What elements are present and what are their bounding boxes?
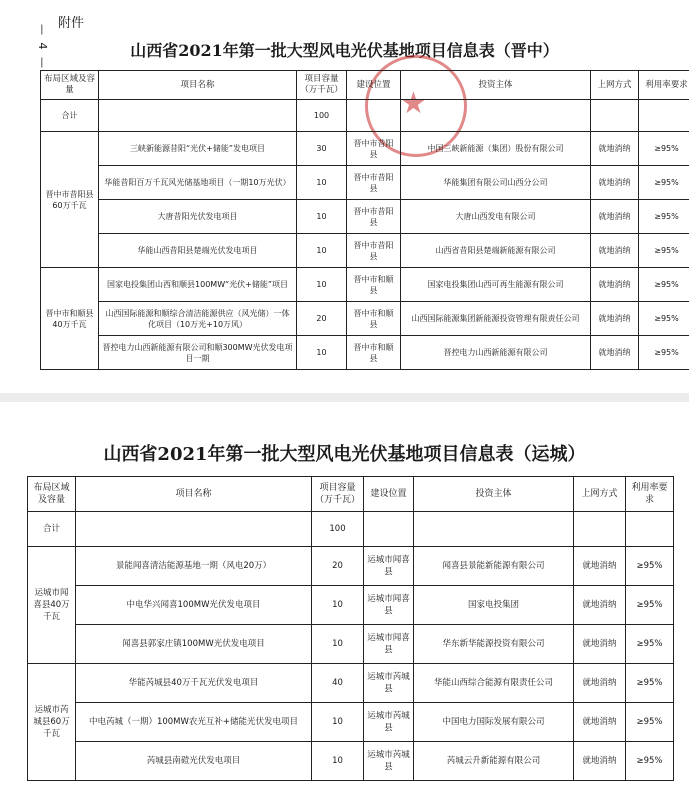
header-capacity: 项目容量（万千瓦） xyxy=(297,71,347,100)
grid-cell: 就地消纳 xyxy=(591,336,639,370)
total-row xyxy=(28,512,674,547)
project-cell: 华能芮城县40万千瓦光伏发电项目 xyxy=(76,664,312,703)
utilization-cell: ≥95% xyxy=(639,200,689,234)
utilization-cell: ≥95% xyxy=(639,234,689,268)
location-cell: 晋中市和顺县 xyxy=(347,302,401,336)
header-region: 布局区域及容量 xyxy=(28,477,76,512)
capacity-cell: 10 xyxy=(297,268,347,302)
location-cell: 运城市芮城县 xyxy=(364,742,414,781)
investor-cell: 华能山西综合能源有限责任公司 xyxy=(414,664,574,703)
location-cell: 晋中市昔阳县 xyxy=(347,200,401,234)
capacity-cell: 10 xyxy=(312,703,364,742)
utilization-cell: ≥95% xyxy=(639,132,689,166)
total-row xyxy=(41,100,689,132)
location-cell: 运城市芮城县 xyxy=(364,703,414,742)
grid-cell: 就地消纳 xyxy=(574,586,626,625)
investor-cell: 华东新华能源投资有限公司 xyxy=(414,625,574,664)
capacity-cell: 20 xyxy=(312,547,364,586)
grid-cell: 就地消纳 xyxy=(574,742,626,781)
utilization-cell: ≥95% xyxy=(639,166,689,200)
header-region: 布局区域及容量 xyxy=(41,71,99,100)
utilization-cell: ≥95% xyxy=(639,336,689,370)
total-capacity: 100 xyxy=(297,100,347,132)
header-location: 建设位置 xyxy=(364,477,414,512)
table-header-row xyxy=(28,477,674,512)
grid-cell: 就地消纳 xyxy=(574,625,626,664)
location-cell: 晋中市昔阳县 xyxy=(347,132,401,166)
table-row xyxy=(41,336,689,370)
project-cell: 华能山西昔阳县楚端光伏发电项目 xyxy=(99,234,297,268)
grid-cell: 就地消纳 xyxy=(591,166,639,200)
investor-cell: 芮城云升新能源有限公司 xyxy=(414,742,574,781)
capacity-cell: 10 xyxy=(297,336,347,370)
project-cell: 国家电投集团山西和顺县100MW“光伏+储能”项目 xyxy=(99,268,297,302)
location-cell: 晋中市昔阳县 xyxy=(347,166,401,200)
table-row xyxy=(41,132,689,166)
investor-cell: 大唐山西发电有限公司 xyxy=(401,200,591,234)
project-cell: 芮城县南磑光伏发电项目 xyxy=(76,742,312,781)
table-row xyxy=(41,166,689,200)
investor-cell: 国家电投集团山西可再生能源有限公司 xyxy=(401,268,591,302)
utilization-cell: ≥95% xyxy=(626,586,674,625)
investor-cell: 山西省昔阳县楚端新能源有限公司 xyxy=(401,234,591,268)
header-investor: 投资主体 xyxy=(414,477,574,512)
table-header-row xyxy=(41,71,689,100)
capacity-cell: 10 xyxy=(312,586,364,625)
project-cell: 大唐昔阳光伏发电项目 xyxy=(99,200,297,234)
investor-cell: 国家电投集团 xyxy=(414,586,574,625)
utilization-cell: ≥95% xyxy=(639,302,689,336)
location-cell: 运城市闻喜县 xyxy=(364,625,414,664)
star-icon: ★ xyxy=(400,86,427,121)
utilization-cell: ≥95% xyxy=(626,664,674,703)
capacity-cell: 10 xyxy=(297,166,347,200)
utilization-cell: ≥95% xyxy=(626,547,674,586)
table-row xyxy=(28,625,674,664)
investor-cell: 华能集团有限公司山西分公司 xyxy=(401,166,591,200)
table-row xyxy=(28,586,674,625)
project-cell: 山西国际能源和顺综合清洁能源供应（风光储）一体化项目（10万光+10万风） xyxy=(99,302,297,336)
header-location: 建设位置 xyxy=(347,71,401,100)
project-cell: 晋控电力山西新能源有限公司和顺300MW光伏发电项目一期 xyxy=(99,336,297,370)
region-cell: 晋中市昔阳县60万千瓦 xyxy=(41,132,99,268)
header-grid: 上网方式 xyxy=(591,71,639,100)
table-row xyxy=(28,742,674,781)
table-row xyxy=(28,664,674,703)
total-label: 合计 xyxy=(41,100,99,132)
table-row xyxy=(41,302,689,336)
project-cell: 景能闻喜清洁能源基地一期（风电20万） xyxy=(76,547,312,586)
region-cell: 运城市芮城县60万千瓦 xyxy=(28,664,76,781)
project-cell: 中电华兴闻喜100MW光伏发电项目 xyxy=(76,586,312,625)
investor-cell: 中国电力国际发展有限公司 xyxy=(414,703,574,742)
location-cell: 晋中市和顺县 xyxy=(347,336,401,370)
utilization-cell: ≥95% xyxy=(626,703,674,742)
header-project: 项目名称 xyxy=(76,477,312,512)
investor-cell: 闻喜县景能新能源有限公司 xyxy=(414,547,574,586)
location-cell: 晋中市昔阳县 xyxy=(347,234,401,268)
capacity-cell: 40 xyxy=(312,664,364,703)
region-cell: 运城市闻喜县40万千瓦 xyxy=(28,547,76,664)
project-cell: 闻喜县郭家庄镇100MW光伏发电项目 xyxy=(76,625,312,664)
utilization-cell: ≥95% xyxy=(626,742,674,781)
header-capacity: 项目容量（万千瓦） xyxy=(312,477,364,512)
grid-cell: 就地消纳 xyxy=(574,547,626,586)
grid-cell: 就地消纳 xyxy=(591,200,639,234)
project-cell: 三峡新能源昔阳“光伏+储能”发电项目 xyxy=(99,132,297,166)
attachment-label: 附件 xyxy=(58,16,85,31)
header-project: 项目名称 xyxy=(99,71,297,100)
header-utilization: 利用率要求 xyxy=(626,477,674,512)
investor-cell: 山西国际能源集团新能源投资管理有限责任公司 xyxy=(401,302,591,336)
grid-cell: 就地消纳 xyxy=(574,664,626,703)
total-capacity: 100 xyxy=(312,512,364,547)
project-cell: 华能昔阳百万千瓦风光储基地项目（一期10万光伏） xyxy=(99,166,297,200)
table-row xyxy=(41,234,689,268)
grid-cell: 就地消纳 xyxy=(591,234,639,268)
grid-cell: 就地消纳 xyxy=(574,703,626,742)
table-row xyxy=(28,547,674,586)
capacity-cell: 10 xyxy=(312,625,364,664)
grid-cell: 就地消纳 xyxy=(591,132,639,166)
table-row xyxy=(41,268,689,302)
table-row xyxy=(28,703,674,742)
project-cell: 中电芮城（一期）100MW农光互补+储能光伏发电项目 xyxy=(76,703,312,742)
total-label: 合计 xyxy=(28,512,76,547)
investor-cell: 晋控电力山西新能源有限公司 xyxy=(401,336,591,370)
location-cell: 运城市芮城县 xyxy=(364,664,414,703)
table-title-jinzhong: 山西省2021年第一批大型风电光伏基地项目信息表（晋中） xyxy=(130,41,559,60)
investor-cell: 中国三峡新能源（集团）股份有限公司 xyxy=(401,132,591,166)
table-title-yuncheng: 山西省2021年第一批大型风电光伏基地项目信息表（运城） xyxy=(103,444,586,465)
header-utilization: 利用率要求 xyxy=(639,71,689,100)
project-table-yuncheng xyxy=(27,476,674,781)
capacity-cell: 20 xyxy=(297,302,347,336)
location-cell: 运城市闻喜县 xyxy=(364,586,414,625)
capacity-cell: 30 xyxy=(297,132,347,166)
header-grid: 上网方式 xyxy=(574,477,626,512)
header-investor: 投资主体 xyxy=(401,71,591,100)
location-cell: 运城市闻喜县 xyxy=(364,547,414,586)
grid-cell: 就地消纳 xyxy=(591,268,639,302)
region-cell: 晋中市和顺县40万千瓦 xyxy=(41,268,99,370)
project-table-jinzhong xyxy=(40,70,689,370)
grid-cell: 就地消纳 xyxy=(591,302,639,336)
capacity-cell: 10 xyxy=(297,234,347,268)
capacity-cell: 10 xyxy=(312,742,364,781)
utilization-cell: ≥95% xyxy=(626,625,674,664)
utilization-cell: ≥95% xyxy=(639,268,689,302)
table-row xyxy=(41,200,689,234)
capacity-cell: 10 xyxy=(297,200,347,234)
location-cell: 晋中市和顺县 xyxy=(347,268,401,302)
page-number: — 4 — xyxy=(36,24,49,70)
